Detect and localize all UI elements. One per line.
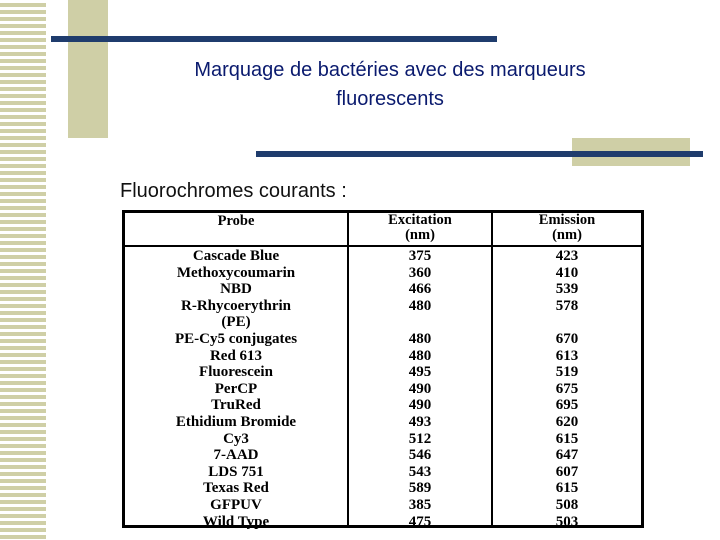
table-row — [125, 281, 641, 298]
fluorochrome-table — [122, 210, 644, 528]
probe-cell: Red 613 — [209, 347, 263, 364]
excitation-cell: 480 — [408, 297, 432, 314]
header-emission-label: Emission — [538, 212, 596, 228]
table-row — [125, 447, 641, 464]
excitation-cell: 375 — [408, 248, 432, 264]
emission-cell: 615 — [555, 480, 579, 497]
emission-cell: 675 — [555, 380, 579, 397]
emission-cell: 578 — [555, 297, 579, 314]
table-row — [125, 381, 641, 398]
probe-cell: PE-Cy5 conjugates — [174, 330, 298, 347]
excitation-cell: 466 — [408, 281, 432, 298]
emission-cell: 620 — [555, 413, 579, 430]
excitation-cell: 480 — [408, 330, 432, 347]
excitation-cell: 475 — [408, 513, 432, 530]
table-row — [125, 265, 641, 282]
probe-cell: PerCP — [214, 380, 258, 397]
emission-cell: 670 — [555, 330, 579, 347]
table-row — [125, 348, 641, 365]
excitation-cell: 490 — [408, 397, 432, 414]
table-row — [125, 514, 641, 531]
table-body — [125, 248, 641, 530]
slide-subtitle: Fluorochromes courants : — [120, 180, 347, 202]
excitation-cell: 480 — [408, 347, 432, 364]
probe-cell: Ethidium Bromide — [175, 413, 297, 430]
emission-cell: 613 — [555, 347, 579, 364]
slide-title — [120, 56, 660, 114]
header-probe-label: Probe — [217, 213, 255, 229]
header-excitation-label: Excitation — [388, 212, 452, 228]
table-row — [125, 431, 641, 448]
top-accent-block — [68, 0, 108, 138]
header-excitation-unit: (nm) — [405, 227, 435, 243]
probe-cell: GFPUV — [210, 496, 262, 513]
emission-cell: 423 — [555, 248, 579, 264]
emission-cell: 615 — [555, 430, 579, 447]
probe-cell: (PE) — [221, 314, 251, 331]
excitation-cell: 543 — [408, 463, 432, 480]
table-row — [125, 497, 641, 514]
slide-title-line1: Marquage de bactéries avec des marqueurs — [194, 59, 586, 81]
table-row — [125, 331, 641, 348]
probe-cell: R-Rhycoerythrin — [181, 297, 291, 314]
emission-cell: 410 — [555, 264, 579, 281]
excitation-cell: 546 — [408, 447, 432, 464]
table-row — [125, 248, 641, 265]
probe-cell: Methoxycoumarin — [176, 264, 296, 281]
probe-cell: Texas Red — [203, 480, 269, 497]
excitation-cell: 493 — [408, 413, 432, 430]
table-row — [125, 464, 641, 481]
header-emission — [493, 213, 641, 245]
excitation-cell: 385 — [408, 496, 432, 513]
header-divider — [125, 245, 641, 247]
table-row — [125, 480, 641, 497]
probe-cell: TruRed — [211, 397, 261, 414]
emission-cell: 539 — [555, 281, 579, 298]
probe-cell: Cy3 — [223, 430, 249, 447]
left-stripe-decoration — [0, 0, 50, 540]
excitation-cell: 495 — [408, 364, 432, 381]
excitation-cell: 512 — [408, 430, 432, 447]
probe-cell: LDS 751 — [208, 463, 264, 480]
excitation-cell: 490 — [408, 380, 432, 397]
header-probe — [125, 213, 347, 245]
excitation-cell: 360 — [408, 264, 432, 281]
probe-cell: 7-AAD — [213, 447, 259, 464]
probe-cell: Fluorescein — [199, 364, 273, 381]
emission-cell: 508 — [555, 496, 579, 513]
emission-cell: 503 — [555, 513, 579, 530]
header-emission-unit: (nm) — [552, 227, 582, 243]
excitation-cell: 589 — [408, 480, 432, 497]
emission-cell: 695 — [555, 397, 579, 414]
header-excitation — [349, 213, 491, 245]
mid-accent-line — [256, 151, 703, 157]
table-row — [125, 314, 641, 331]
probe-cell: Wild Type — [202, 513, 270, 530]
emission-cell: 519 — [555, 364, 579, 381]
table-row — [125, 364, 641, 381]
table-row — [125, 414, 641, 431]
top-accent-line — [51, 36, 497, 42]
table-row — [125, 298, 641, 315]
table-row — [125, 397, 641, 414]
probe-cell: NBD — [220, 281, 252, 298]
emission-cell: 647 — [555, 447, 579, 464]
emission-cell: 607 — [555, 463, 579, 480]
slide-title-line2: fluorescents — [336, 88, 444, 110]
probe-cell: Cascade Blue — [192, 248, 280, 264]
